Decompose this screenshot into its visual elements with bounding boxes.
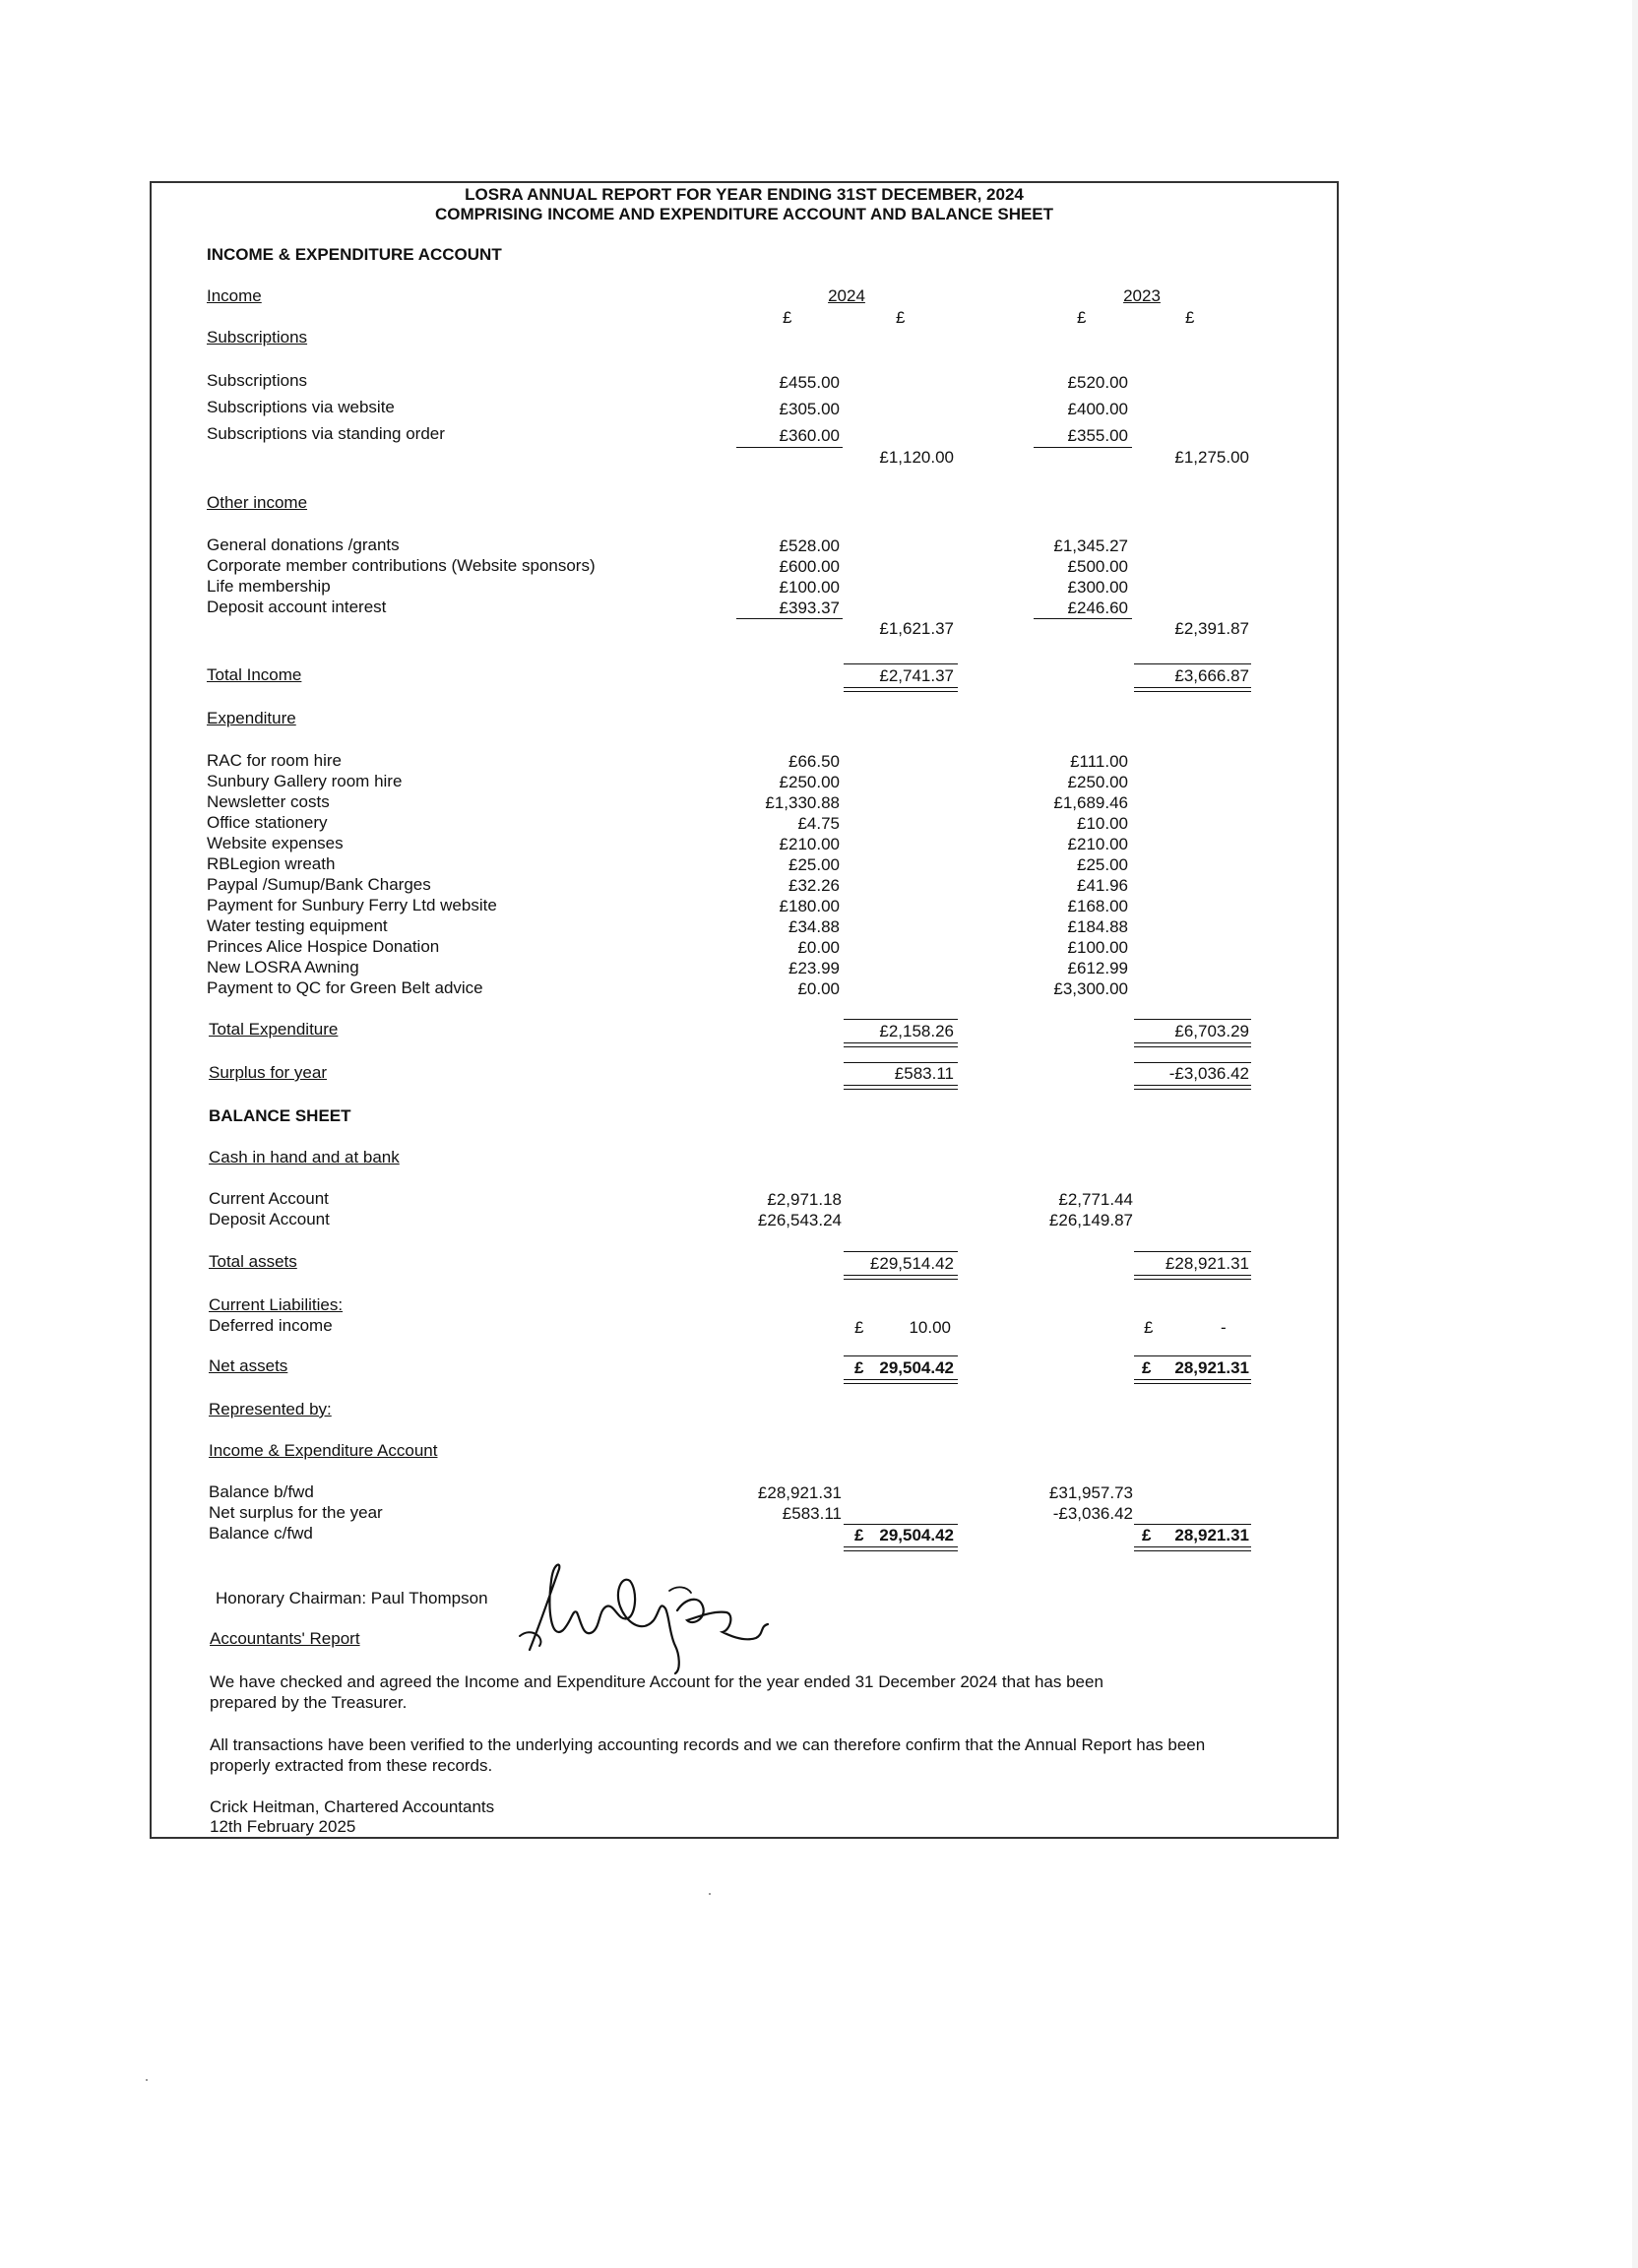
rule [1034, 447, 1132, 448]
row-value-2023: £100.00 [1067, 938, 1128, 957]
double-rule [1134, 1275, 1251, 1280]
row-label: Newsletter costs [207, 792, 330, 811]
surplus-label: Surplus for year [209, 1063, 327, 1082]
double-rule [1134, 687, 1251, 692]
row-value-2023: -£3,036.42 [1052, 1504, 1133, 1523]
deferred-income-2023: - [1221, 1318, 1227, 1337]
expenditure-heading: Expenditure [207, 709, 296, 727]
total-expenditure-2024: £2,158.26 [879, 1022, 954, 1040]
row-value-2024: £180.00 [779, 897, 840, 915]
rule [1134, 1524, 1251, 1525]
row-value-2024: £0.00 [797, 979, 840, 998]
row-value-2023: £25.00 [1077, 855, 1128, 874]
row-label: Deposit Account [209, 1210, 330, 1228]
represented-heading: Represented by: [209, 1400, 332, 1418]
total-income-label: Total Income [207, 665, 302, 684]
row-value-2024: £100.00 [779, 578, 840, 597]
rule [1134, 1019, 1251, 1020]
report-title: LOSRA ANNUAL REPORT FOR YEAR ENDING 31ST DECEMBER, 2024 [465, 185, 1024, 204]
row-value-2023: £612.99 [1067, 959, 1128, 977]
currency-col-2023-b: £ [1185, 308, 1195, 327]
total-income-2023: £3,666.87 [1174, 666, 1249, 685]
row-value-2023: £210.00 [1067, 835, 1128, 853]
rule [1034, 618, 1132, 619]
row-value-2024: £2,971.18 [767, 1190, 842, 1209]
row-label: Life membership [207, 577, 331, 596]
accountants-report-heading: Accountants' Report [210, 1629, 360, 1648]
total-assets-2024: £29,514.42 [869, 1254, 954, 1273]
deferred-income-2024: 10.00 [909, 1318, 951, 1337]
row-value-2024: £23.99 [788, 959, 840, 977]
report-paragraph-2-cont: properly extracted from these records. [210, 1756, 493, 1775]
report-paragraph-1: We have checked and agreed the Income and Expenditure Account for the year ended 31 December 2024 that has been [210, 1672, 1103, 1691]
row-label: New LOSRA Awning [207, 958, 359, 976]
row-value-2024: £305.00 [779, 400, 840, 418]
liabilities-heading: Current Liabilities: [209, 1295, 344, 1314]
row-value-2023: £31,957.73 [1048, 1483, 1133, 1502]
row-value-2024: £4.75 [797, 814, 840, 833]
row-label: Subscriptions via website [207, 398, 395, 416]
chairman-name: Honorary Chairman: Paul Thompson [216, 1589, 488, 1607]
row-value-2023: £2,771.44 [1058, 1190, 1133, 1209]
scan-speck [709, 1893, 711, 1895]
currency-col-2024-a: £ [783, 308, 792, 327]
subtotal-2023: £1,275.00 [1174, 448, 1249, 467]
row-value-2023: £26,149.87 [1048, 1211, 1133, 1229]
ie-account-heading: Income & Expenditure Account [209, 1441, 438, 1460]
row-label: Water testing equipment [207, 916, 388, 935]
rule [844, 1251, 958, 1252]
subtotal-2024: £1,120.00 [879, 448, 954, 467]
scan-speck [146, 2079, 148, 2081]
row-value-2024: £34.88 [788, 917, 840, 936]
row-value-2024: £66.50 [788, 752, 840, 771]
row-label: Corporate member contributions (Website sponsors) [207, 556, 596, 575]
double-rule [1134, 1085, 1251, 1090]
row-value-2023: £1,689.46 [1053, 793, 1128, 812]
total-expenditure-2023: £6,703.29 [1174, 1022, 1249, 1040]
double-rule [1134, 1546, 1251, 1551]
row-label: Subscriptions via standing order [207, 424, 445, 443]
double-rule [844, 1085, 958, 1090]
rule [844, 1355, 958, 1356]
row-value-2023: £3,300.00 [1053, 979, 1128, 998]
currency-sign: £ [854, 1526, 864, 1544]
currency-col-2023-a: £ [1077, 308, 1087, 327]
row-label: RBLegion wreath [207, 854, 336, 873]
accountants-firm: Crick Heitman, Chartered Accountants [210, 1797, 495, 1816]
row-value-2024: £32.26 [788, 876, 840, 895]
double-rule [844, 687, 958, 692]
report-subtitle: COMPRISING INCOME AND EXPENDITURE ACCOUNT AND BALANCE SHEET [434, 205, 1054, 223]
other-income-heading: Other income [207, 493, 308, 512]
row-label: Princes Alice Hospice Donation [207, 937, 440, 956]
row-value-2024: £528.00 [779, 536, 840, 555]
row-value-2024: £360.00 [779, 426, 840, 445]
subscriptions-heading: Subscriptions [207, 328, 308, 346]
subtotal-2023: £2,391.87 [1174, 619, 1249, 638]
row-value-2023: £1,345.27 [1053, 536, 1128, 555]
row-value-2024: £583.11 [782, 1504, 842, 1523]
row-label: Sunbury Gallery room hire [207, 772, 403, 790]
chairman-signature [512, 1551, 856, 1679]
balance-sheet-title: BALANCE SHEET [209, 1106, 351, 1125]
row-value-2024: £393.37 [779, 598, 840, 617]
row-label: Subscriptions [207, 371, 308, 390]
row-value-2023: £250.00 [1067, 773, 1128, 791]
balance-cfwd-2023: 28,921.31 [1174, 1526, 1249, 1544]
row-value-2023: £10.00 [1077, 814, 1128, 833]
rule [1134, 1062, 1251, 1063]
rule [844, 663, 958, 664]
row-value-2024: £26,543.24 [757, 1211, 842, 1229]
surplus-2023: -£3,036.42 [1168, 1064, 1249, 1083]
double-rule [1134, 1379, 1251, 1384]
net-assets-label: Net assets [209, 1356, 288, 1375]
rule [844, 1062, 958, 1063]
total-assets-label: Total assets [209, 1252, 297, 1271]
row-value-2024: £1,330.88 [765, 793, 840, 812]
row-label: Payment to QC for Green Belt advice [207, 978, 483, 997]
rule [736, 447, 843, 448]
year-2024-header: 2024 [828, 286, 865, 305]
row-label: Paypal /Sumup/Bank Charges [207, 875, 431, 894]
row-value-2024: £250.00 [779, 773, 840, 791]
row-label: Deposit account interest [207, 598, 387, 616]
row-label: Net surplus for the year [209, 1503, 383, 1522]
total-assets-2023: £28,921.31 [1165, 1254, 1249, 1273]
currency-sign: £ [854, 1318, 864, 1337]
currency-sign: £ [1144, 1318, 1154, 1337]
row-value-2024: £455.00 [779, 373, 840, 392]
report-paragraph-2: All transactions have been verified to the underlying accounting records and we can therefore confirm that the Annual Report has been [210, 1735, 1206, 1754]
deferred-income-label: Deferred income [209, 1316, 333, 1335]
cash-heading: Cash in hand and at bank [209, 1148, 400, 1166]
row-value-2023: £355.00 [1067, 426, 1128, 445]
rule [844, 1524, 958, 1525]
net-assets-2023: 28,921.31 [1174, 1358, 1249, 1377]
double-rule [844, 1275, 958, 1280]
row-value-2023: £300.00 [1067, 578, 1128, 597]
currency-sign: £ [854, 1358, 864, 1377]
row-label: General donations /grants [207, 536, 400, 554]
row-value-2024: £28,921.31 [757, 1483, 842, 1502]
row-value-2023: £41.96 [1077, 876, 1128, 895]
row-label: Office stationery [207, 813, 328, 832]
subtotal-2024: £1,621.37 [879, 619, 954, 638]
row-label: Payment for Sunbury Ferry Ltd website [207, 896, 497, 914]
row-label: Balance b/fwd [209, 1482, 314, 1501]
year-2023-header: 2023 [1123, 286, 1161, 305]
income-label: Income [207, 286, 262, 305]
row-label: Current Account [209, 1189, 329, 1208]
balance-cfwd-label: Balance c/fwd [209, 1524, 313, 1543]
rule [1134, 1251, 1251, 1252]
row-value-2023: £500.00 [1067, 557, 1128, 576]
report-date: 12th February 2025 [210, 1817, 356, 1836]
row-value-2024: £210.00 [779, 835, 840, 853]
ie-title: INCOME & EXPENDITURE ACCOUNT [207, 245, 502, 264]
currency-sign: £ [1142, 1526, 1152, 1544]
row-value-2023: £168.00 [1067, 897, 1128, 915]
row-value-2024: £25.00 [788, 855, 840, 874]
rule [844, 1019, 958, 1020]
balance-cfwd-2024: 29,504.42 [879, 1526, 954, 1544]
row-value-2024: £600.00 [779, 557, 840, 576]
row-value-2023: £184.88 [1067, 917, 1128, 936]
rule [736, 618, 843, 619]
double-rule [1134, 1042, 1251, 1047]
rule [1134, 1355, 1251, 1356]
row-label: RAC for room hire [207, 751, 342, 770]
double-rule [844, 1042, 958, 1047]
row-value-2024: £0.00 [797, 938, 840, 957]
double-rule [844, 1546, 958, 1551]
row-value-2023: £246.60 [1067, 598, 1128, 617]
report-paragraph-1-cont: prepared by the Treasurer. [210, 1693, 408, 1712]
scan-edge [1632, 0, 1638, 2268]
row-label: Website expenses [207, 834, 344, 852]
currency-sign: £ [1142, 1358, 1152, 1377]
rule [1134, 663, 1251, 664]
net-assets-2024: 29,504.42 [879, 1358, 954, 1377]
surplus-2024: £583.11 [894, 1064, 954, 1083]
row-value-2023: £400.00 [1067, 400, 1128, 418]
row-value-2023: £520.00 [1067, 373, 1128, 392]
total-income-2024: £2,741.37 [879, 666, 954, 685]
row-value-2023: £111.00 [1070, 752, 1128, 771]
total-expenditure-label: Total Expenditure [209, 1020, 339, 1039]
double-rule [844, 1379, 958, 1384]
currency-col-2024-b: £ [896, 308, 906, 327]
